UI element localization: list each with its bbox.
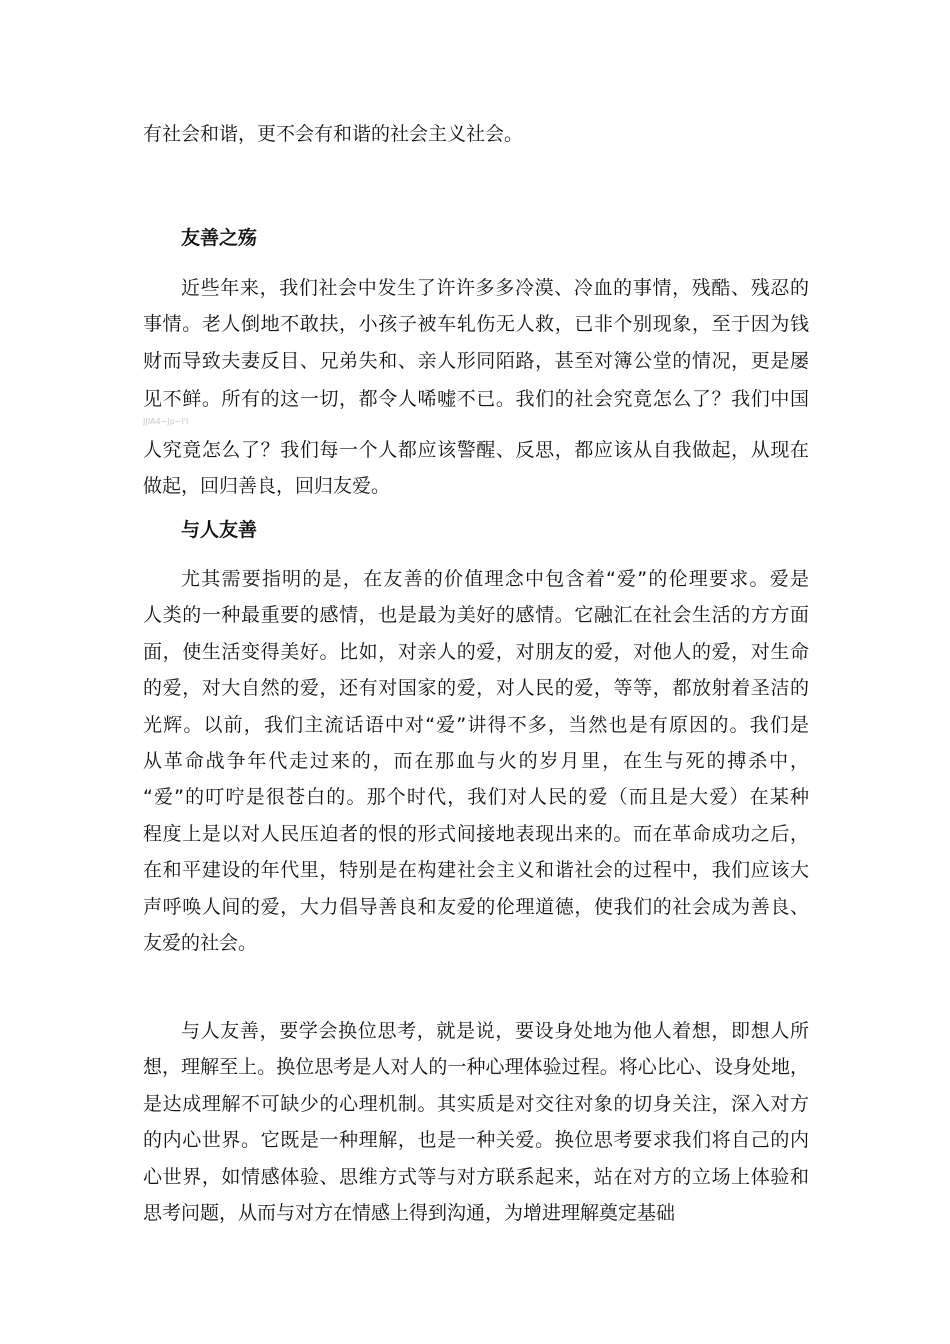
text-line: 光辉。以前，我们主流话语中对“爱”讲得不多，当然也是有原因的。我们是 bbox=[143, 713, 809, 736]
text-line: 有社会和谐，更不会有和谐的社会主义社会。 bbox=[143, 123, 524, 145]
text-line: 面，使生活变得美好。比如，对亲人的爱，对朋友的爱，对他人的爱，对生命 bbox=[143, 640, 809, 663]
section-heading-yu-ren-youshan: 与人友善 bbox=[181, 519, 258, 541]
watermark-text: JJIA4~Jp~I'I bbox=[143, 417, 189, 426]
text-line: 做起，回归善良，回归友爱。 bbox=[143, 475, 391, 498]
text-line: 思考问题，从而与对方在情感上得到沟通，为增进理解奠定基础 bbox=[143, 1201, 676, 1224]
text-line: 人类的一种最重要的感情，也是最为美好的感情。它融汇在社会生活的方方面 bbox=[143, 604, 809, 627]
section-heading-youshan-zhi-shang: 友善之殇 bbox=[181, 227, 258, 249]
text-line: 程度上是以对人民压迫者的恨的形式间接地表现出来的。而在革命成功之后， bbox=[143, 822, 809, 845]
section1-paragraph bbox=[143, 270, 809, 411]
text-line: 的内心世界。它既是一种理解，也是一种关爱。换位思考要求我们将自己的内 bbox=[143, 1129, 809, 1152]
text-line: 事情。老人倒地不敢扶，小孩子被车轧伤无人救，已非个别现象，至于因为钱 bbox=[143, 313, 809, 336]
section2-paragraph-2 bbox=[143, 1013, 809, 1231]
text-line: 近些年来，我们社会中发生了许许多多冷漠、冷血的事情，残酷、残忍的 bbox=[181, 277, 809, 299]
section1-paragraph-continued bbox=[143, 432, 809, 505]
text-line: 想，理解至上。换位思考是人对人的一种心理体验过程。将心比心、设身处地， bbox=[143, 1056, 809, 1079]
text-line: 在和平建设的年代里，特别是在构建社会主义和谐社会的过程中，我们应该大 bbox=[143, 859, 809, 882]
text-line: “爱”的叮咛是很苍白的。那个时代，我们对人民的爱（而且是大爱）在某种 bbox=[143, 786, 809, 809]
text-line: 心世界，如情感体验、思维方式等与对方联系起来，站在对方的立场上体验和 bbox=[143, 1165, 809, 1188]
text-line: 人究竟怎么了？我们每一个人都应该警醒、反思，都应该从自我做起，从现在 bbox=[143, 439, 809, 461]
text-line: 财而导致夫妻反目、兄弟失和、亲人形同陌路，甚至对簿公堂的情况，更是屡 bbox=[143, 349, 809, 372]
intro-paragraph bbox=[143, 116, 809, 152]
text-line: 声呼唤人间的爱，大力倡导善良和友爱的伦理道德，使我们的社会成为善良、 bbox=[143, 895, 809, 918]
text-line: 的爱，对大自然的爱，还有对国家的爱，对人民的爱，等等，都放射着圣洁的 bbox=[143, 677, 809, 700]
section2-paragraph-1 bbox=[143, 561, 809, 961]
text-line: 尤其需要指明的是，在友善的价值理念中包含着“爱”的伦理要求。爱是 bbox=[181, 568, 809, 590]
text-line: 是达成理解不可缺少的心理机制。其实质是对交往对象的切身关注，深入对方 bbox=[143, 1092, 809, 1115]
text-line: 从革命战争年代走过来的，而在那血与火的岁月里，在生与死的搏杀中， bbox=[143, 749, 809, 772]
text-line: 与人友善，要学会换位思考，就是说，要设身处地为他人着想，即想人所 bbox=[181, 1020, 809, 1042]
text-line: 见不鲜。所有的这一切，都令人唏嘘不已。我们的社会究竟怎么了？我们中国 bbox=[143, 388, 809, 411]
text-line: 友爱的社会。 bbox=[143, 931, 258, 954]
